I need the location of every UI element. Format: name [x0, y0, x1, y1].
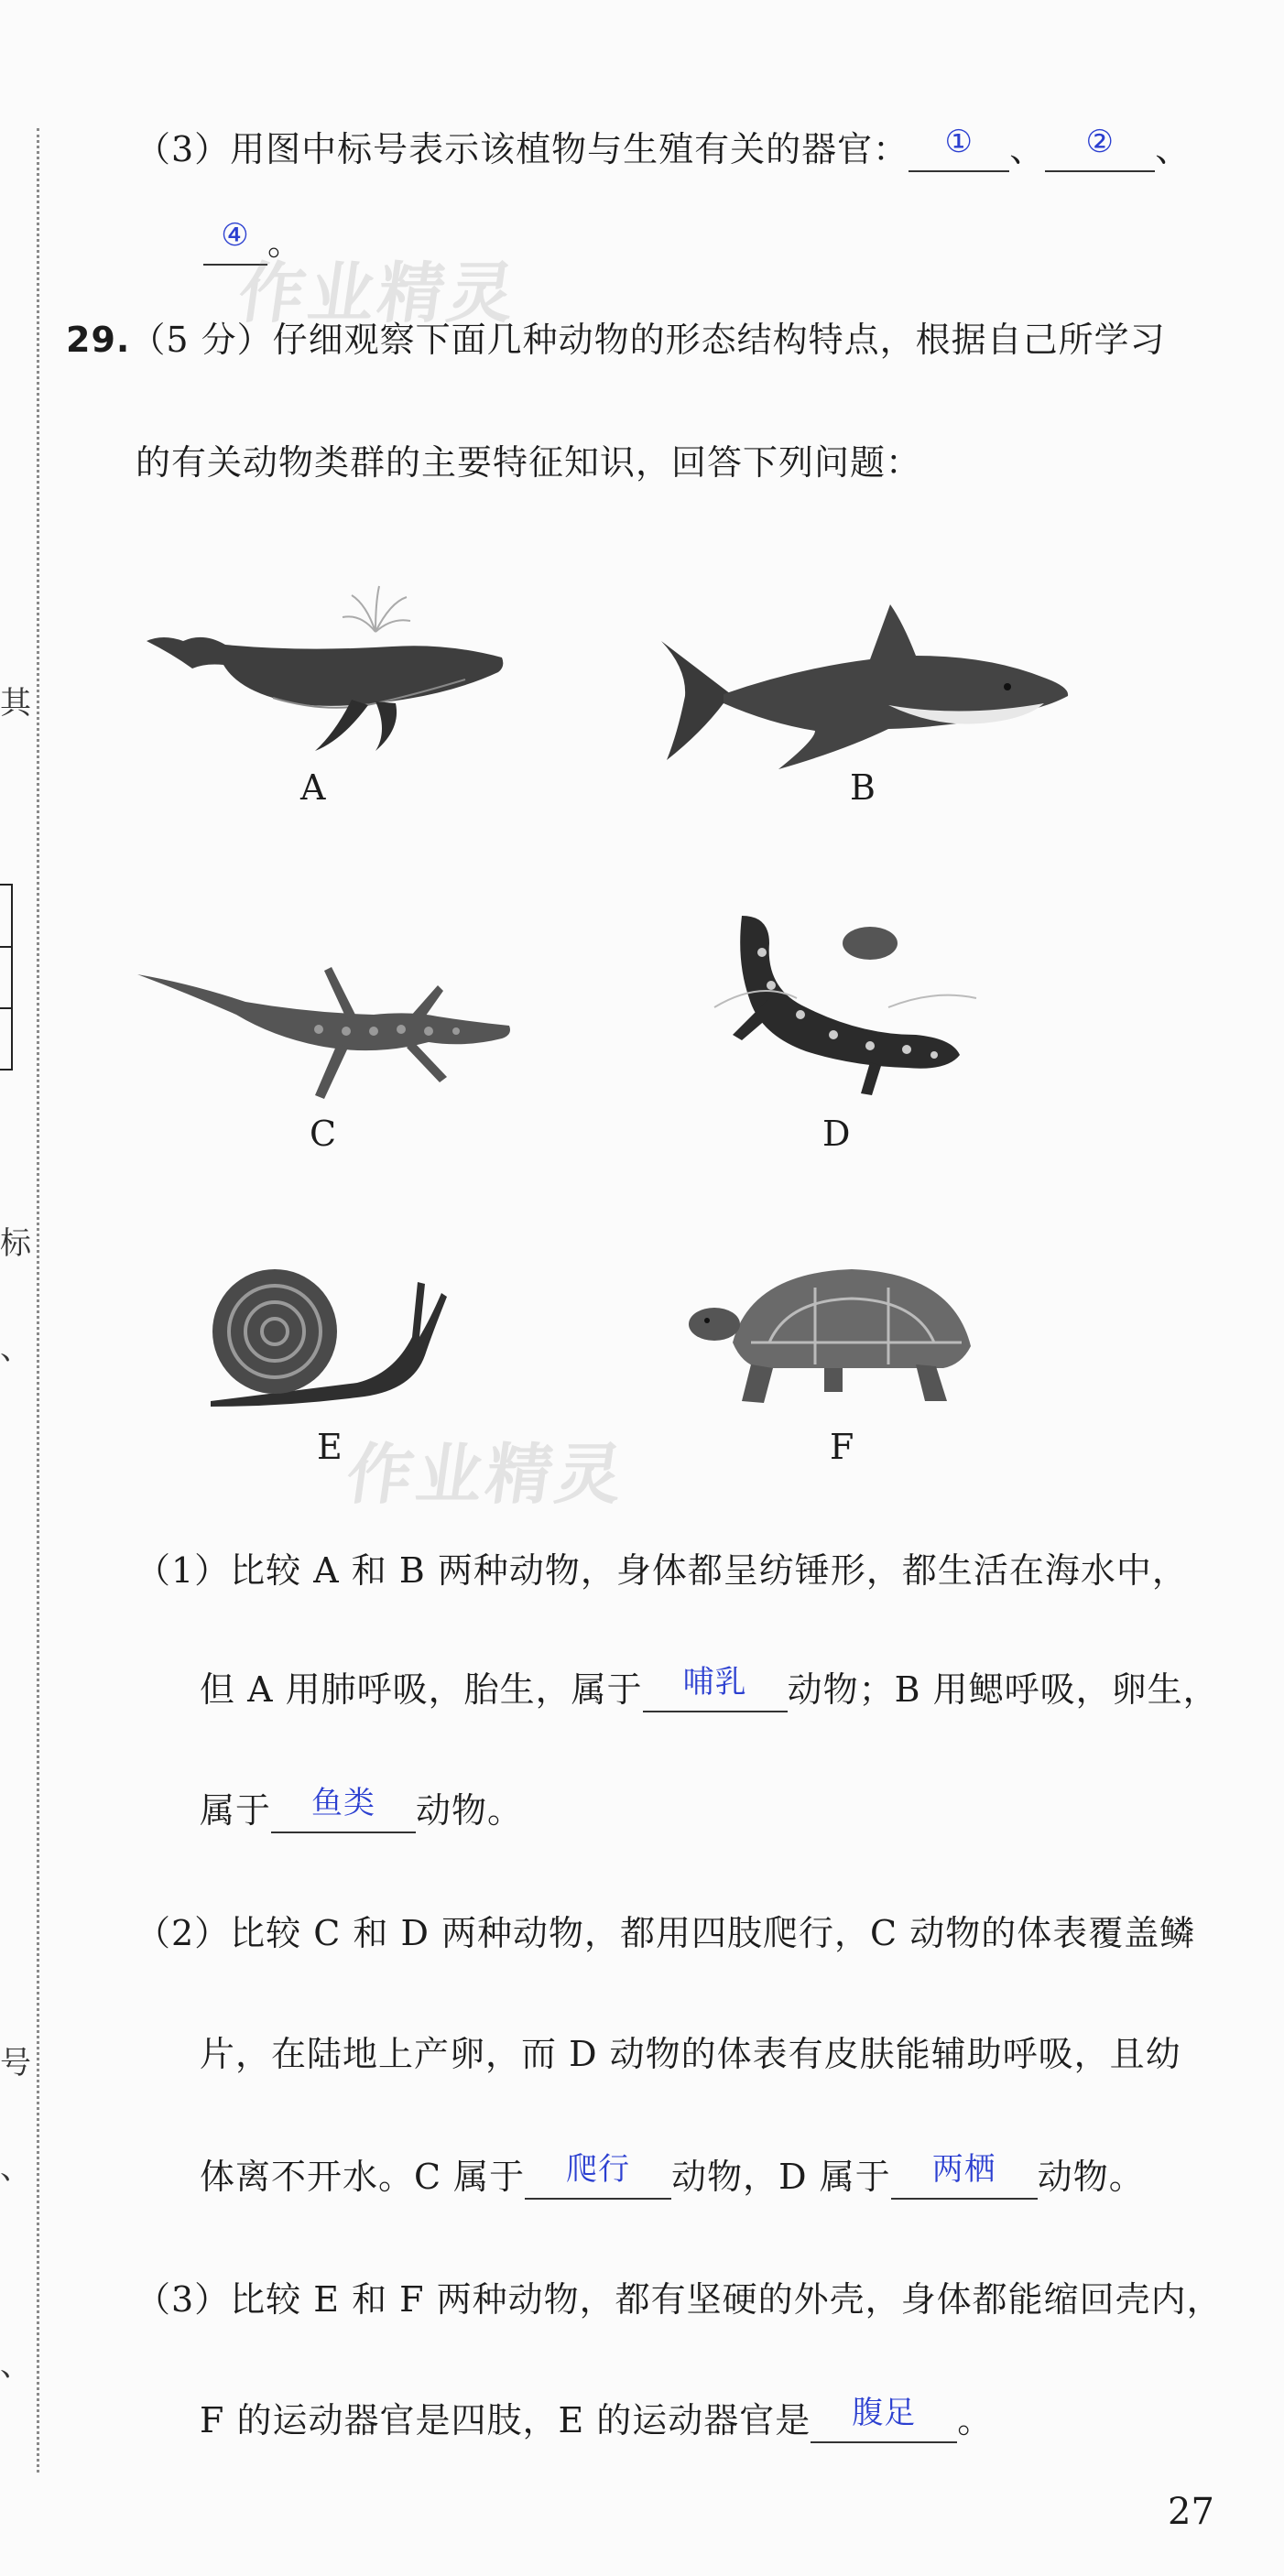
part1-text: 但 A 用肺呼吸，胎生，属于: [200, 1669, 643, 1710]
shark-icon: [659, 595, 1081, 782]
watermark: 作业精灵: [342, 1436, 632, 1513]
animal-label: D: [822, 1114, 851, 1154]
animal-label: B: [850, 767, 876, 808]
animal-label: C: [310, 1114, 337, 1154]
answer-text: 哺乳: [682, 1664, 747, 1701]
part3-text: （3）比较 E 和 F 两种动物，都有坚硬的外壳，身体都能缩回壳内，: [136, 2279, 1223, 2320]
margin-fragment: 、: [0, 2347, 31, 2384]
separator: 、: [1009, 129, 1046, 169]
part2-line1: [136, 1910, 1195, 1956]
answer-blank: [643, 1664, 788, 1712]
part1-text: 动物。: [416, 1790, 524, 1831]
part3-line1: [136, 2277, 1223, 2322]
question-number: 29.: [66, 320, 131, 360]
part2-text: 动物。: [1037, 2157, 1145, 2197]
answer-text: 爬行: [566, 2151, 631, 2188]
part2-text: 体离不开水。C 属于: [200, 2157, 526, 2197]
part3-text: 。: [957, 2400, 994, 2440]
q29-stem-line1: [66, 317, 1166, 363]
part1-text: 属于: [200, 1790, 272, 1831]
part2-text: 片，在陆地上产卵，而 D 动物的体表有皮肤能辅助呼吸，且幼: [200, 2034, 1181, 2074]
binding-margin-line: [37, 128, 39, 2473]
answer-text: ②: [1085, 124, 1115, 160]
q29-stem-line2: [136, 440, 921, 485]
q29-stem-text: （5 分）仔细观察下面几种动物的形态结构特点，根据自己所学习: [130, 320, 1166, 360]
part2-text: 动物，D 属于: [671, 2157, 891, 2197]
page-number: 27: [1168, 2491, 1214, 2533]
part1-text: （1）比较 A 和 B 两种动物，身体都呈纺锤形，都生活在海水中，: [136, 1550, 1188, 1591]
answer-blank: [1045, 124, 1155, 172]
answer-text: 两栖: [931, 2151, 996, 2188]
margin-fragment: 、: [0, 2150, 31, 2187]
margin-fragment: 其: [0, 685, 31, 722]
answer-text: ④: [221, 217, 250, 254]
q28-part3-line: [136, 126, 1191, 172]
q29-stem-text: 的有关动物类群的主要特征知识，回答下列问题：: [136, 442, 922, 483]
part1-line3: [200, 1785, 524, 1833]
part2-text: （2）比较 C 和 D 两种动物，都用四肢爬行，C 动物的体表覆盖鳞: [136, 1913, 1196, 1953]
watermark: 作业精灵: [234, 255, 524, 332]
tortoise-icon: [687, 1255, 989, 1414]
part2-line2: [200, 2031, 1181, 2077]
margin-fragment: 号: [0, 2045, 31, 2081]
answer-blank: [909, 124, 1009, 172]
whale-icon: [136, 577, 520, 773]
part1-line1: [136, 1548, 1188, 1593]
separator: 、: [1155, 129, 1192, 169]
margin-fragment: 、: [0, 1331, 31, 1367]
answer-text: ①: [944, 124, 974, 160]
answer-blank: [811, 2395, 957, 2443]
answer-blank: [271, 1785, 416, 1833]
q28-part3-prompt: （3）用图中标号表示该植物与生殖有关的器官：: [136, 129, 909, 169]
part2-line3: [200, 2151, 1145, 2200]
answer-blank: [891, 2151, 1038, 2200]
salamander-icon: [705, 897, 980, 1103]
part3-text: F 的运动器官是四肢，E 的运动器官是: [200, 2400, 811, 2440]
answer-text: 鱼类: [311, 1785, 376, 1821]
part1-line2: [200, 1664, 1219, 1712]
snail-icon: [201, 1245, 467, 1414]
part1-text: 动物；B 用鳃呼吸，卵生，: [787, 1669, 1219, 1710]
animal-label: F: [830, 1427, 854, 1467]
part3-line2: [200, 2397, 993, 2443]
period: 。: [267, 223, 304, 263]
lizard-icon: [136, 934, 520, 1112]
margin-fragment: 标: [0, 1225, 31, 1262]
answer-blank: [525, 2151, 671, 2200]
margin-score-box: [0, 884, 13, 1071]
animal-label: A: [300, 767, 326, 808]
animal-label: E: [317, 1427, 343, 1467]
answer-text: 腹足: [852, 2395, 917, 2431]
